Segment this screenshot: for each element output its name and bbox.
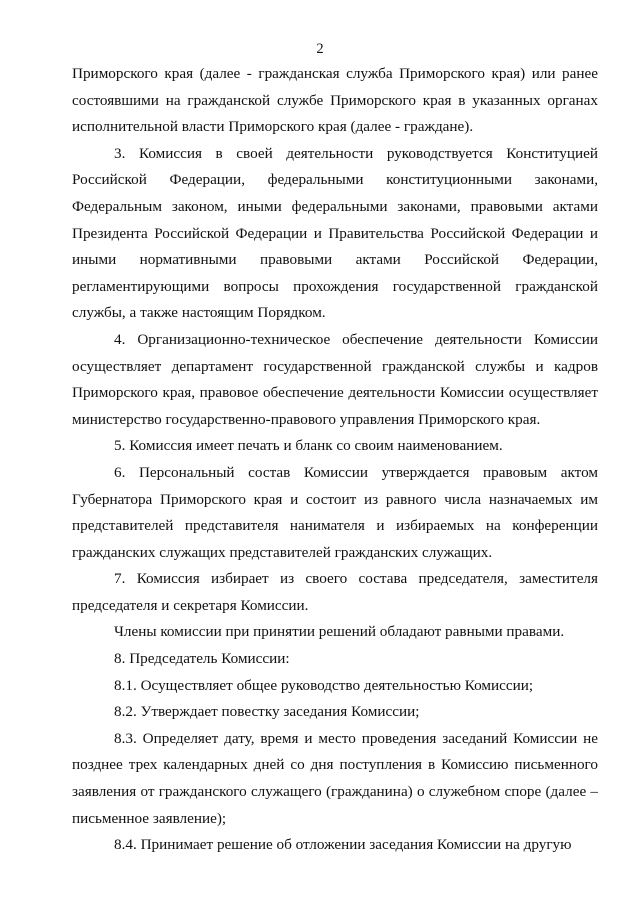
document-body (72, 61, 598, 859)
paragraph-6: 6. Персональный состав Комиссии утверждается правовым актом Губернатора Приморского края и состоит из равного числа назначаемых им представителей представителя нанимателя и избираемых на конференции гражданских служащих представителей гражданских служащих. (72, 463, 598, 561)
paragraph-8-3: 8.3. Определяет дату, время и место проведения заседаний Комиссии не позднее трех календарных дней со дня поступления в Комиссию письменного заявления от гражданского служащего (гражданина) о служебном споре (далее – письменное заявление); (72, 729, 598, 827)
paragraph-4: 4. Организационно-техническое обеспечение деятельности Комиссии осуществляет департамент государственной гражданской службы и кадров Приморского края, правовое обеспечение деятельности Комиссии осуществляет министерство государственно-правового управления Приморского края. (72, 330, 598, 428)
paragraph-8: 8. Председатель Комиссии: (114, 650, 290, 668)
paragraph-continuation: Приморского края (далее - гражданская служба Приморского края) или ранее состоявшими на гражданской службе Приморского края в указанных органах исполнительной власти Приморского края (далее - граждане). (72, 65, 598, 136)
paragraph-8-1: 8.1. Осуществляет общее руководство деятельностью Комиссии; (114, 676, 534, 694)
paragraph-3: 3. Комиссия в своей деятельности руководствуется Конституцией Российской Федерации, федеральными конституционными законами, Федеральным законом, иными федеральными законами, правовыми актами Президента Российской Федерации и Правительства Российской Федерации и иными нормативными правовыми актами Российской Федерации, регламентирующими вопросы прохождения государственной гражданской службы, а также настоящим Порядком. (72, 144, 598, 322)
paragraph-8-4: 8.4. Принимает решение об отложении заседания Комиссии на другую (114, 836, 572, 854)
paragraph-8-2: 8.2. Утверждает повестку заседания Комиссии; (114, 703, 420, 721)
paragraph-5: 5. Комиссия имеет печать и бланк со своим наименованием. (114, 437, 503, 455)
paragraph-7: 7. Комиссия избирает из своего состава председателя, заместителя председателя и секретаря Комиссии. (72, 570, 598, 614)
paragraph-members-rights: Члены комиссии при принятии решений обладают равными правами. (114, 623, 565, 641)
page-number: 2 (316, 41, 324, 57)
